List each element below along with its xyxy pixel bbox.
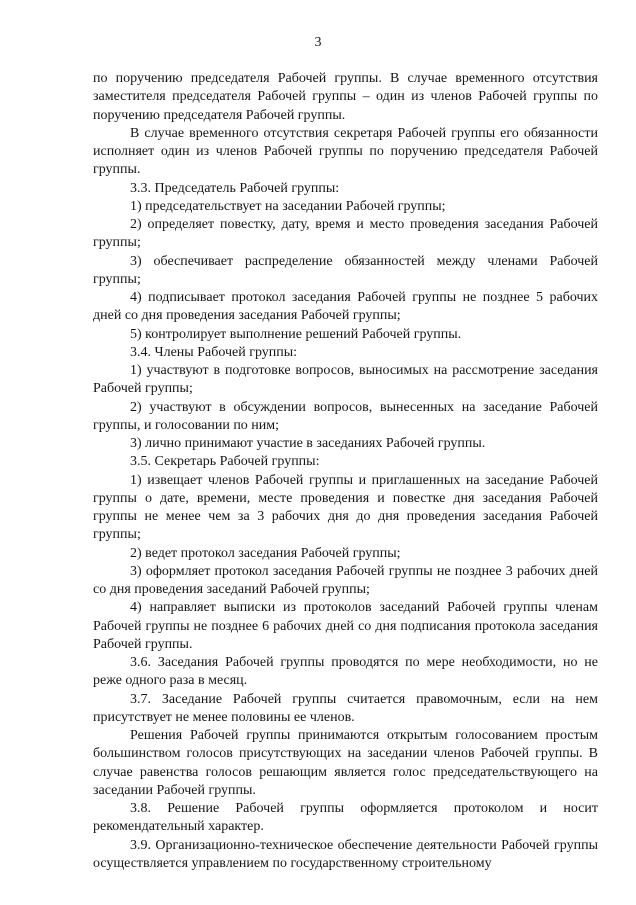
paragraph: 3.7. Заседание Рабочей группы считается правомочным, если на нем присутствует не менее половины ее членов. [93, 691, 598, 725]
paragraph: 3.6. Заседания Рабочей группы проводятся по мере необходимости, но не реже одного раза в месяц. [93, 655, 598, 689]
paragraph: 4) направляет выписки из протоколов заседаний Рабочей группы членам Рабочей группы не позднее 6 рабочих дней со дня подписания протокола заседания Рабочей группы. [93, 600, 598, 652]
paragraph: 3) оформляет протокол заседания Рабочей группы не позднее 3 рабочих дней со дня проведения заседаний Рабочей группы; [93, 563, 598, 597]
paragraph: 3.4. Члены Рабочей группы: [130, 344, 298, 360]
paragraph: по поручению председателя Рабочей группы. В случае временного отсутствия заместителя председателя Рабочей группы – один из членов Рабочей группы по поручению председателя Рабочей группы. [93, 71, 598, 123]
paragraph: 3) обеспечивает распределение обязанностей между членами Рабочей группы; [93, 253, 598, 287]
paragraph: 3.5. Секретарь Рабочей группы: [130, 454, 320, 470]
paragraph: 3) лично принимают участие в заседаниях Рабочей группы. [130, 436, 486, 451]
paragraph: 5) контролирует выполнение решений Рабочей группы. [130, 326, 462, 342]
paragraph: 2) участвуют в обсуждении вопросов, вынесенных на заседание Рабочей группы, и голосовании по ним; [93, 399, 598, 433]
page-number: 3 [314, 35, 322, 50]
paragraph: 3.9. Организационно-техническое обеспечение деятельности Рабочей группы осуществляется управлением по государственному строительному [93, 837, 598, 871]
paragraph: 1) председательствует на заседании Рабочей группы; [130, 198, 446, 214]
paragraph: В случае временного отсутствия секретаря Рабочей группы его обязанности исполняет один из членов Рабочей группы по поручению председателя Рабочей группы. [93, 125, 598, 178]
paragraph: 2) определяет повестку, дату, время и место проведения заседания Рабочей группы; [93, 217, 598, 251]
document-body [93, 70, 598, 873]
paragraph: 2) ведет протокол заседания Рабочей группы; [130, 545, 401, 561]
paragraph: 1) извещает членов Рабочей группы и приглашенных на заседание Рабочей группы о дате, времени, месте проведения и повестке дня заседания Рабочей группы не менее чем за 3 рабочих дня до дня проведения заседания Рабочей группы; [93, 472, 598, 543]
paragraph: Решения Рабочей группы принимаются открытым голосованием простым большинством голосов присутствующих на заседании членов Рабочей группы. В случае равенства голосов решающим является голос председательствующего на заседании Рабочей группы. [93, 728, 598, 798]
paragraph: 3.8. Решение Рабочей группы оформляется протоколом и носит рекомендательный характер. [93, 801, 598, 835]
paragraph: 4) подписывает протокол заседания Рабочей группы не позднее 5 рабочих дней со дня проведения заседания Рабочей группы; [93, 290, 598, 324]
paragraph: 1) участвуют в подготовке вопросов, выносимых на рассмотрение заседания Рабочей группы; [93, 363, 598, 397]
paragraph: 3.3. Председатель Рабочей группы: [130, 180, 340, 196]
